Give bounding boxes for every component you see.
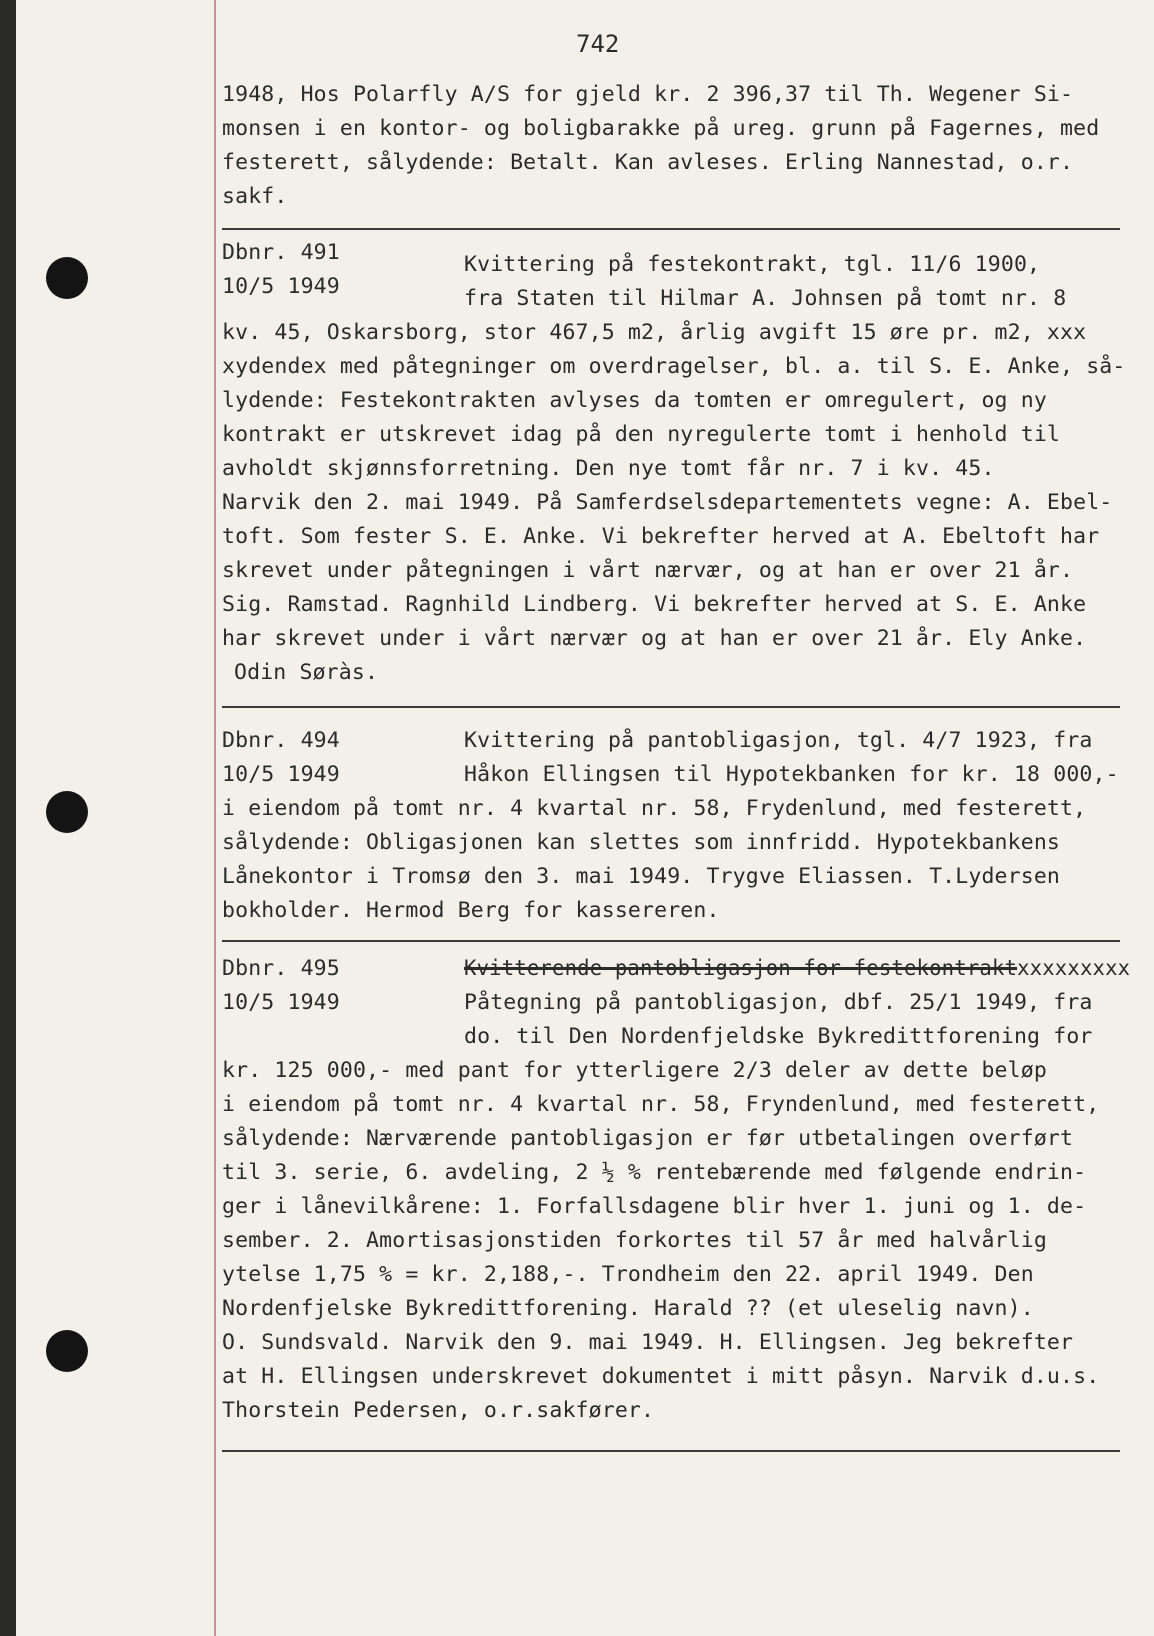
margin-line (214, 0, 216, 1636)
separator-line (222, 940, 1120, 942)
text-line: lydende: Festekontrakten avlyses da tomten er omregulert, og ny (222, 388, 1047, 413)
text-line: O. Sundsvald. Narvik den 9. mai 1949. H. Ellingsen. Jeg bekrefter (222, 1330, 1074, 1355)
text-line: ger i lånevilkårene: 1. Forfallsdagene blir hver 1. juni og 1. de- (222, 1194, 1087, 1219)
separator-line (222, 1450, 1120, 1452)
text-line: Kvittering på pantobligasjon, tgl. 4/7 1923, fra (464, 728, 1093, 753)
text-line: i eiendom på tomt nr. 4 kvartal nr. 58, Frydenlund, med festerett, (222, 796, 1087, 821)
entry-date: 10/5 1949 (222, 762, 340, 787)
text-line: avholdt skjønnsforretning. Den nye tomt får nr. 7 i kv. 45. (222, 456, 995, 481)
separator-line (222, 228, 1120, 230)
text-line: i eiendom på tomt nr. 4 kvartal nr. 58, Fryndenlund, med festerett, (222, 1092, 1100, 1117)
punch-hole-icon (46, 791, 88, 833)
text-line: festerett, sålydende: Betalt. Kan avleses. Erling Nannestad, o.r. (222, 150, 1074, 175)
entry-date: 10/5 1949 (222, 990, 340, 1015)
text-line: sember. 2. Amortisasjonstiden forkortes til 57 år med halvårlig (222, 1228, 1047, 1253)
text-line: Odin Søràs. (234, 660, 379, 685)
entry-dbnr: Dbnr. 491 (222, 240, 340, 265)
text-line: ytelse 1,75 % = kr. 2,188,-. Trondheim den 22. april 1949. Den (222, 1262, 1034, 1287)
punch-hole-icon (46, 257, 88, 299)
text-line: Påtegning på pantobligasjon, dbf. 25/1 1949, fra (464, 990, 1093, 1015)
text-line: Håkon Ellingsen til Hypotekbanken for kr. 18 000,- (464, 762, 1119, 787)
text-line: kontrakt er utskrevet idag på den nyregulerte tomt i henhold til (222, 422, 1061, 447)
text-line: bokholder. Hermod Berg for kassereren. (222, 898, 720, 923)
text-line: Lånekontor i Tromsø den 3. mai 1949. Trygve Eliassen. T.Lydersen (222, 864, 1061, 889)
text-line: skrevet under påtegningen i vårt nærvær, og at han er over 21 år. (222, 558, 1074, 583)
text-line: Thorstein Pedersen, o.r.sakfører. (222, 1398, 655, 1423)
text-line: fra Staten til Hilmar A. Johnsen på tomt nr. 8 (464, 286, 1067, 311)
entry-dbnr: Dbnr. 495 (222, 956, 340, 981)
struck-text: Kvitterende pantobligasjon for festekontrakt (464, 956, 1018, 981)
text-line: xydendex med påtegninger om overdragelser, bl. a. til S. E. Anke, så- (222, 354, 1126, 379)
text-line: toft. Som fester S. E. Anke. Vi bekrefter herved at A. Ebeltoft har (222, 524, 1100, 549)
text-line: har skrevet under i vårt nærvær og at han er over 21 år. Ely Anke. (222, 626, 1087, 651)
text-line: Sig. Ramstad. Ragnhild Lindberg. Vi bekrefter herved at S. E. Anke (222, 592, 1087, 617)
ledger-page (16, 0, 1154, 1636)
entry-date: 10/5 1949 (222, 274, 340, 299)
text-line: Narvik den 2. mai 1949. På Samferdselsdepartementets vegne: A. Ebel- (222, 490, 1113, 515)
text-line: at H. Ellingsen underskrevet dokumentet i mitt påsyn. Narvik d.u.s. (222, 1364, 1100, 1389)
text-line: Nordenfjelske Bykredittforening. Harald ?? (et uleselig navn). (222, 1296, 1034, 1321)
text-line: sålydende: Obligasjonen kan slettes som innfridd. Hypotekbankens (222, 830, 1061, 855)
separator-line (222, 706, 1120, 708)
text-line: 1948, Hos Polarfly A/S for gjeld kr. 2 396,37 til Th. Wegener Si- (222, 82, 1074, 107)
page-number: 742 (576, 30, 620, 58)
struck-heading (464, 958, 1130, 980)
struck-tail: xxxxxxxxx (1017, 956, 1131, 981)
text-line: sålydende: Nærværende pantobligasjon er før utbetalingen overført (222, 1126, 1074, 1151)
text-line: sakf. (222, 184, 288, 209)
entry-dbnr: Dbnr. 494 (222, 728, 340, 753)
text-line: do. til Den Nordenfjeldske Bykredittforening for (464, 1024, 1093, 1049)
text-line: til 3. serie, 6. avdeling, 2 ½ % rentebærende med følgende endrin- (222, 1160, 1087, 1185)
text-line: Kvittering på festekontrakt, tgl. 11/6 1900, (464, 252, 1041, 277)
text-line: kv. 45, Oskarsborg, stor 467,5 m2, årlig avgift 15 øre pr. m2, xxx (222, 320, 1087, 345)
punch-hole-icon (46, 1330, 88, 1372)
text-line: monsen i en kontor- og boligbarakke på ureg. grunn på Fagernes, med (222, 116, 1100, 141)
text-line: kr. 125 000,- med pant for ytterligere 2/3 deler av dette beløp (222, 1058, 1047, 1083)
